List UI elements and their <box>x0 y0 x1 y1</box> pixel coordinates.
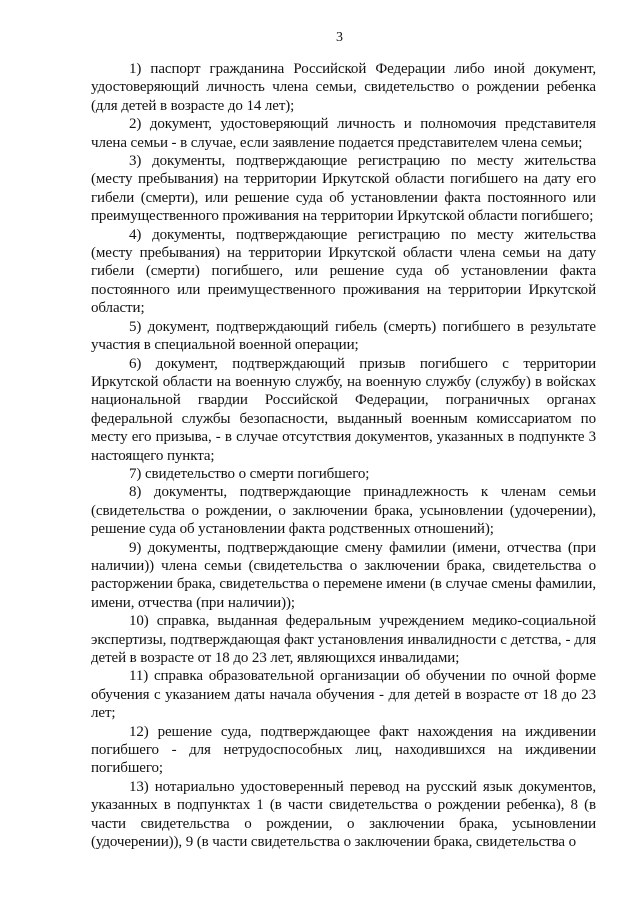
paragraph-9: 9) документы, подтверждающие смену фамилии (имени, отчества (при наличии)) члена семьи (свидетельства о заключении брака, свидетельства о расторжении брака, свидетельства о перемене имени (в случае смены фамилии, имени, отчества (при наличии)); <box>91 539 596 611</box>
paragraph-11: 11) справка образовательной организации об обучении по очной форме обучения с указанием даты начала обучения - для детей в возрасте от 18 до 23 лет; <box>91 668 596 722</box>
paragraph-2: 2) документ, удостоверяющий личность и полномочия представителя члена семьи - в случае, если заявление подается представителем члена семьи; <box>91 116 596 151</box>
paragraph-5: 5) документ, подтверждающий гибель (смерть) погибшего в результате участия в специальной военной операции; <box>91 318 596 354</box>
paragraph-3: 3) документы, подтверждающие регистрацию по месту жительства (месту пребывания) на территории Иркутской области погибшего на дату его гибели (смерти), или решение суда об установлении факта постоянного или преимущественного проживания на территории Иркутской области погибшего; <box>91 153 596 225</box>
page-number: 3 <box>336 30 343 45</box>
paragraph-7: 7) свидетельство о смерти погибшего; <box>129 465 370 482</box>
paragraph-6: 6) документ, подтверждающий призыв погибшего с территории Иркутской области на военную службу, на военную службу (службу) в войсках национальной гвардии Российской Федерации, пограничных органах федеральной службы безопасности, выданный военным комиссариатом по месту его призыва, - в случае отсутствия документов, указанных в подпункте 3 настоящего пункта; <box>91 355 596 464</box>
paragraph-4: 4) документы, подтверждающие регистрацию по месту жительства (месту пребывания) на территории Иркутской области члена семьи на дату гибели (смерти) погибшего, или решение суда об установлении факта постоянного или преимущественного проживания на территории Иркутской области; <box>91 226 596 317</box>
paragraph-10: 10) справка, выданная федеральным учреждением медико-социальной экспертизы, подтверждающая факт установления инвалидности с детства, - для детей в возрасте от 18 до 23 лет, являющихся инвалидами; <box>91 613 596 666</box>
paragraph-8: 8) документы, подтверждающие принадлежность к членам семьи (свидетельства о рождении, о заключении брака, усыновлении (удочерении), решение суда об установлении факта родственных отношений); <box>91 484 596 538</box>
paragraph-13: 13) нотариально удостоверенный перевод на русский язык документов, указанных в подпунктах 1 (в части свидетельства о рождении ребенка), 8 (в части свидетельства о рождении, о заключении брака, усыновлении (удочерении)), 9 (в части свидетельства о заключении брака, свидетельства о <box>91 778 596 851</box>
paragraph-12: 12) решение суда, подтверждающее факт нахождения на иждивении погибшего - для нетрудоспособных лиц, находившихся на иждивении погибшего; <box>91 723 596 777</box>
paragraph-1: 1) паспорт гражданина Российской Федерации либо иной документ, удостоверяющий личность члена семьи, свидетельство о рождении ребенка (для детей в возрасте до 14 лет); <box>91 61 596 114</box>
